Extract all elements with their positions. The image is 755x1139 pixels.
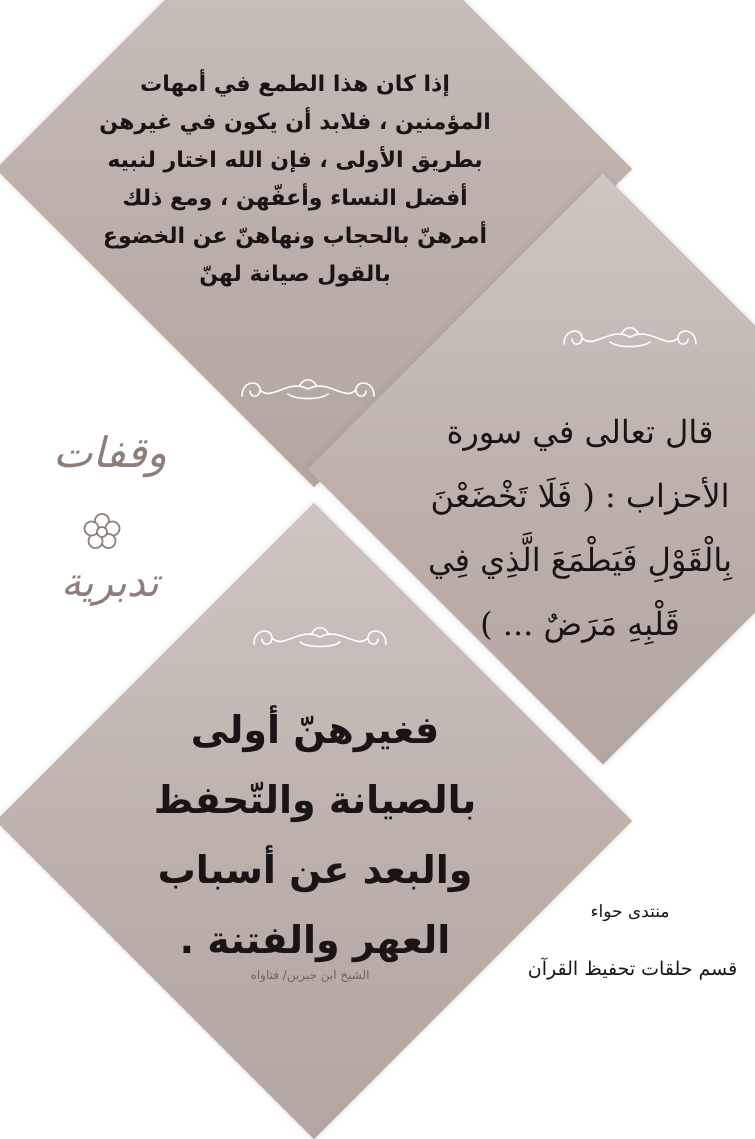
side-subtitle: تدبرية xyxy=(61,560,159,606)
swirl-ornament-icon xyxy=(560,320,700,354)
source-attribution: الشيخ ابن جبرين/ فتاواه xyxy=(250,968,370,982)
flower-icon xyxy=(82,512,122,552)
swirl-ornament-icon xyxy=(238,372,378,406)
swirl-ornament-icon xyxy=(250,620,390,654)
side-title: وقفات xyxy=(53,428,167,477)
forum-section: قسم حلقات تحفيظ القرآن xyxy=(527,958,738,980)
forum-name: منتدى حواء xyxy=(590,902,670,922)
top-panel-text: إذا كان هذا الطمع في أمهات المؤمنين ، فلابد أن يكون في غيرهن بطريق الأولى ، فإن الله اختار لنبيه أفضل النساء وأعفّهن ، ومع ذلك أمرهنّ بالحجاب ونهاهنّ عن الخضوع بالقول صيانة لهنّ xyxy=(99,72,491,287)
bottom-panel-text: فغيرهنّ أولى بالصيانة والتّحفظ والبعد عن أسباب العهر والفتنة . xyxy=(153,708,477,962)
quran-verse-text: قال تعالى في سورة الأحزاب : ( فَلَا تَخْضَعْنَ بِالْقَوْلِ فَيَطْمَعَ الَّذِي فِي قَلْبِهِ مَرَضٌ ... ) xyxy=(427,413,733,643)
